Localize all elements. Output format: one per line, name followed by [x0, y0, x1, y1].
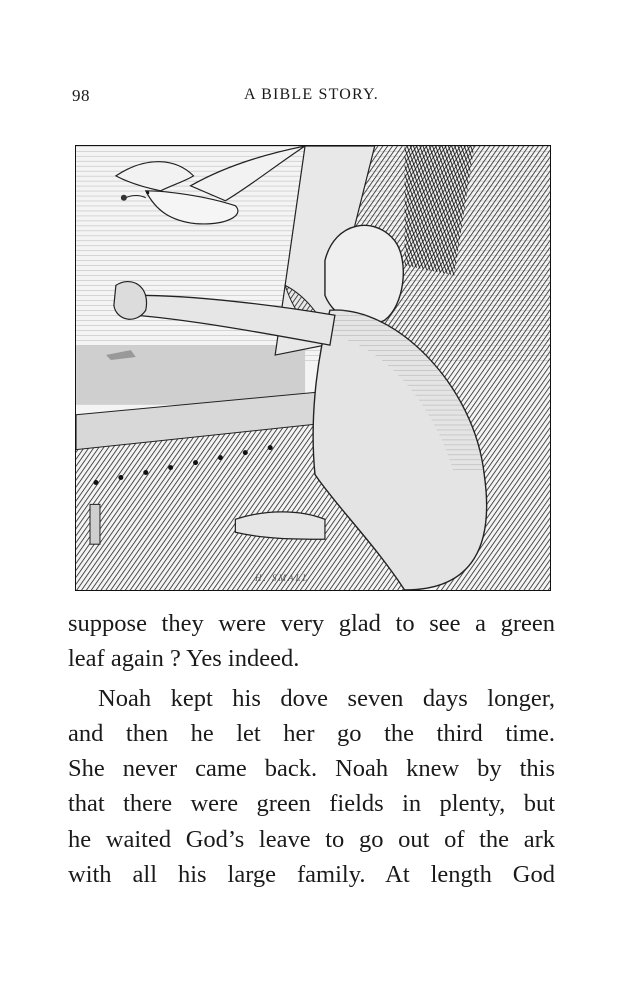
engraving-noah-and-dove	[75, 145, 551, 591]
text-line: with all his large family. At length God	[68, 861, 555, 889]
page-number: 98	[72, 86, 90, 105]
body-text	[68, 606, 555, 892]
artist-signature: H. SMALL	[255, 573, 310, 583]
noah-lower-hand	[235, 512, 325, 539]
engraving-artwork	[76, 146, 550, 590]
text-line: that there were green fields in plenty, but	[68, 790, 555, 818]
running-title: A BIBLE STORY.	[244, 86, 379, 103]
text-line: suppose they were very glad to see a green	[68, 610, 555, 637]
noah-hand	[114, 282, 147, 320]
bottle	[90, 504, 100, 544]
text-line: leaf again ? Yes indeed.	[68, 645, 300, 673]
text-line: and then he let her go the third time.	[68, 719, 555, 747]
running-head	[0, 86, 623, 108]
sea	[76, 345, 305, 405]
text-line: She never came back. Noah knew by this	[68, 755, 555, 783]
text-line: he waited God’s leave to go out of the ark	[68, 825, 555, 853]
text-line: Noah kept his dove seven days longer,	[98, 684, 555, 712]
noah-head	[325, 225, 403, 324]
